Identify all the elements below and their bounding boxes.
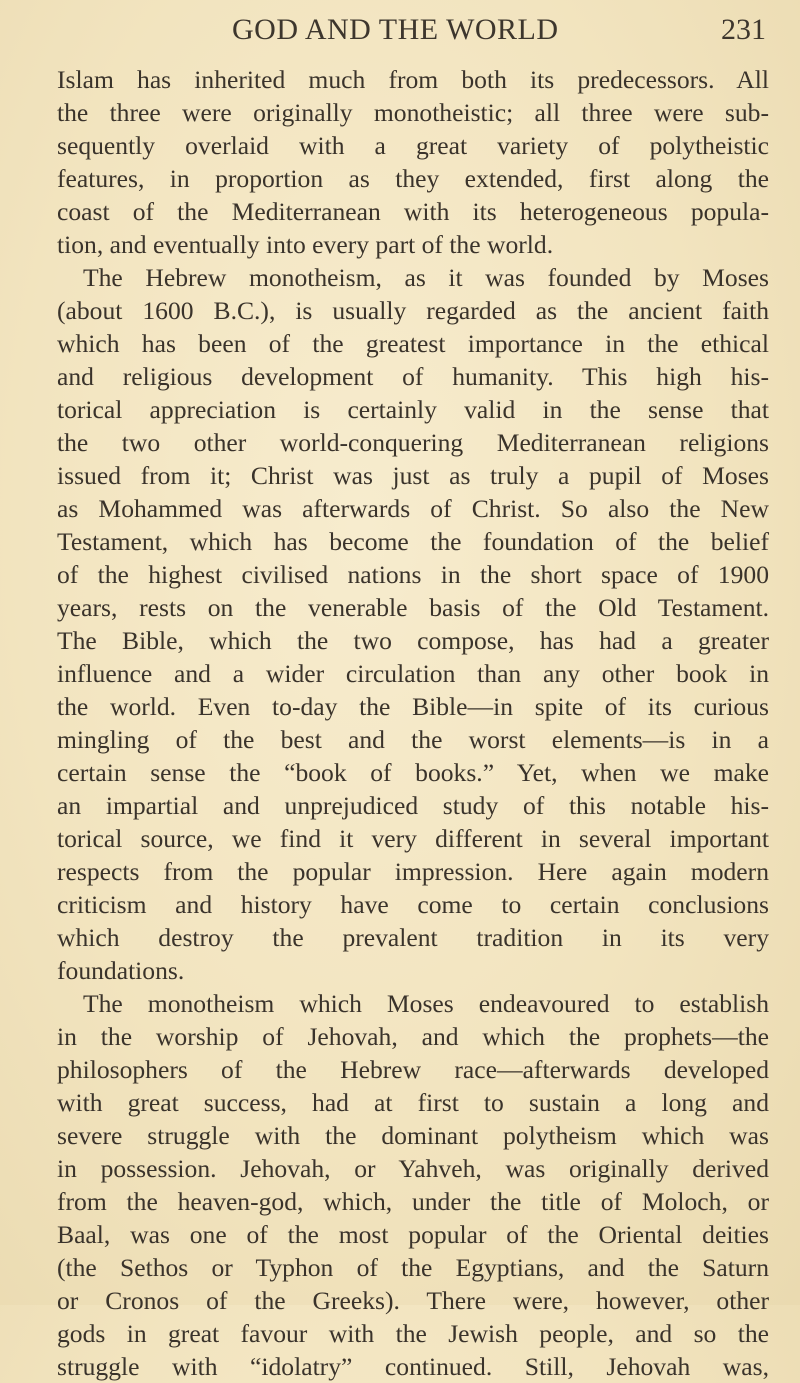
text-line: gods in great favour with the Jewish people, and so the xyxy=(57,1319,769,1348)
text-line: the three were originally monotheistic; all three were sub- xyxy=(57,98,769,127)
text-line: the two other world-conquering Mediterranean religions xyxy=(57,428,769,457)
text-line: The monotheism which Moses endeavoured to establish xyxy=(83,989,769,1018)
text-line: in possession. Jehovah, or Yahveh, was originally derived xyxy=(57,1154,769,1183)
text-line: philosophers of the Hebrew race—afterwards developed xyxy=(57,1055,769,1084)
text-line: as Mohammed was afterwards of Christ. So also the New xyxy=(57,494,769,523)
text-line: an impartial and unprejudiced study of this notable his- xyxy=(57,791,769,820)
text-line: certain sense the “book of books.” Yet, when we make xyxy=(57,758,769,787)
text-line: from the heaven-god, which, under the title of Moloch, or xyxy=(57,1187,769,1216)
text-line: which destroy the prevalent tradition in its very xyxy=(57,923,769,952)
paragraph-3 xyxy=(57,987,769,1383)
text-line: severe struggle with the dominant polytheism which was xyxy=(57,1121,769,1150)
text-line: mingling of the best and the worst elements—is in a xyxy=(57,725,769,754)
text-line: struggle with “idolatry” continued. Still, Jehovah was, xyxy=(57,1352,769,1381)
text-line: (the Sethos or Typhon of the Egyptians, and the Saturn xyxy=(57,1253,769,1282)
text-line: or Cronos of the Greeks). There were, however, other xyxy=(57,1286,769,1315)
text-line: Islam has inherited much from both its predecessors. All xyxy=(57,65,769,94)
text-line: foundations. xyxy=(57,956,185,985)
text-line: issued from it; Christ was just as truly a pupil of Moses xyxy=(57,461,769,490)
text-line: Testament, which has become the foundation of the belief xyxy=(57,527,769,556)
running-head-title: GOD AND THE WORLD xyxy=(232,13,559,46)
text-line: respects from the popular impression. Here again modern xyxy=(57,857,769,886)
text-line: influence and a wider circulation than any other book in xyxy=(57,659,769,688)
text-line: torical source, we find it very different in several important xyxy=(57,824,769,853)
text-line: with great success, had at first to sustain a long and xyxy=(57,1088,769,1117)
text-line: The Hebrew monotheism, as it was founded by Moses xyxy=(83,263,769,292)
text-line: the world. Even to-day the Bible—in spite of its curious xyxy=(57,692,769,721)
text-line: The Bible, which the two compose, has had a greater xyxy=(57,626,769,655)
text-line: of the highest civilised nations in the short space of 1900 xyxy=(57,560,769,589)
text-line: features, in proportion as they extended, first along the xyxy=(57,164,769,193)
text-line: Baal, was one of the most popular of the Oriental deities xyxy=(57,1220,769,1249)
text-line: coast of the Mediterranean with its heterogeneous popula- xyxy=(57,197,769,226)
text-line: (about 1600 B.C.), is usually regarded as the ancient faith xyxy=(57,296,769,325)
text-line: which has been of the greatest importance in the ethical xyxy=(57,329,769,358)
text-line: in the worship of Jehovah, and which the prophets—the xyxy=(57,1022,769,1051)
running-head xyxy=(0,8,800,52)
page-number: 231 xyxy=(721,13,766,46)
text-line: torical appreciation is certainly valid in the sense that xyxy=(57,395,769,424)
text-line: criticism and history have come to certain conclusions xyxy=(57,890,769,919)
text-line: and religious development of humanity. This high his- xyxy=(57,362,769,391)
text-line: tion, and eventually into every part of the world. xyxy=(57,230,554,259)
text-line: years, rests on the venerable basis of the Old Testament. xyxy=(57,593,769,622)
body-text xyxy=(57,63,769,1383)
paragraph-2 xyxy=(57,261,769,987)
paragraph-1 xyxy=(57,63,769,261)
text-line: sequently overlaid with a great variety of polytheistic xyxy=(57,131,769,160)
